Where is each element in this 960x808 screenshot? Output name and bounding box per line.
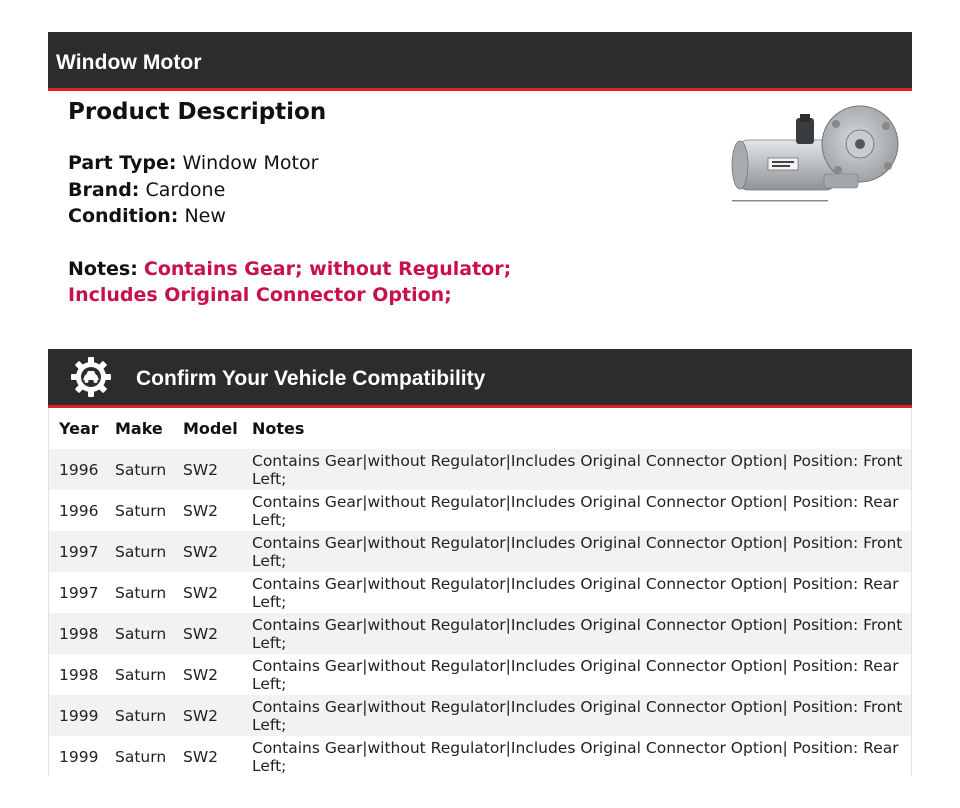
condition-label: Condition: [68, 205, 179, 227]
table-row [49, 490, 911, 531]
cell-make: Saturn [115, 665, 167, 684]
table-header-row [49, 408, 911, 449]
part-type-value: Window Motor [182, 152, 319, 174]
cell-year: 1999 [59, 747, 99, 766]
notes-line-2: Includes Original Connector Option; [68, 284, 452, 306]
table-row [49, 531, 911, 572]
cell-year: 1997 [59, 583, 99, 602]
table-row [49, 654, 911, 695]
column-header-notes: Notes [252, 419, 305, 438]
cell-year: 1998 [59, 665, 99, 684]
cell-year: 1996 [59, 460, 99, 479]
spec-condition [68, 203, 688, 230]
notes [68, 256, 688, 309]
compatibility-title: Confirm Your Vehicle Compatibility [136, 367, 486, 390]
compatibility-header-bar [48, 349, 912, 408]
column-header-year: Year [59, 419, 99, 438]
spec-part-type [68, 150, 688, 177]
cell-model: SW2 [183, 624, 219, 643]
table-row [49, 736, 911, 777]
section-header-bar [48, 32, 912, 91]
cell-model: SW2 [183, 747, 219, 766]
table-row [49, 613, 911, 654]
cell-notes: Contains Gear|without Regulator|Includes Original Connector Option| Position: Front Left; [252, 697, 903, 734]
cell-year: 1999 [59, 706, 99, 725]
table-row [49, 449, 911, 490]
cell-model: SW2 [183, 665, 219, 684]
spec-brand [68, 177, 688, 204]
cell-make: Saturn [115, 501, 167, 520]
cell-model: SW2 [183, 583, 219, 602]
cell-make: Saturn [115, 706, 167, 725]
cell-notes: Contains Gear|without Regulator|Includes Original Connector Option| Position: Front Left; [252, 451, 903, 488]
cell-make: Saturn [115, 460, 167, 479]
part-type-label: Part Type: [68, 152, 177, 174]
table-row [49, 572, 911, 613]
compatibility-table-wrapper [48, 408, 912, 776]
cell-make: Saturn [115, 542, 167, 561]
cell-model: SW2 [183, 460, 219, 479]
cell-make: Saturn [115, 583, 167, 602]
cell-model: SW2 [183, 706, 219, 725]
cell-year: 1996 [59, 501, 99, 520]
cell-notes: Contains Gear|without Regulator|Includes Original Connector Option| Position: Front Left; [252, 615, 903, 652]
description-heading: Product Description [68, 99, 327, 125]
cell-notes: Contains Gear|without Regulator|Includes Original Connector Option| Position: Rear Left; [252, 738, 899, 775]
column-header-make: Make [115, 419, 163, 438]
gear-car-icon [70, 356, 112, 398]
spec-list [68, 150, 688, 230]
notes-label: Notes: [68, 257, 138, 280]
cell-notes: Contains Gear|without Regulator|Includes Original Connector Option| Position: Front Left; [252, 533, 903, 570]
notes-line-1: Contains Gear; without Regulator; [143, 257, 512, 280]
cell-make: Saturn [115, 624, 167, 643]
product-description [68, 96, 688, 309]
brand-value: Cardone [145, 178, 226, 201]
cell-notes: Contains Gear|without Regulator|Includes Original Connector Option| Position: Rear Left; [252, 656, 899, 693]
cell-model: SW2 [183, 542, 219, 561]
section-title: Window Motor [56, 51, 202, 74]
cell-year: 1997 [59, 542, 99, 561]
cell-notes: Contains Gear|without Regulator|Includes Original Connector Option| Position: Rear Left; [252, 492, 899, 529]
cell-model: SW2 [183, 501, 219, 520]
product-image [728, 104, 908, 208]
cell-make: Saturn [115, 747, 167, 766]
compatibility-table [49, 408, 911, 777]
table-row [49, 695, 911, 736]
condition-value: New [184, 205, 226, 227]
cell-year: 1998 [59, 624, 99, 643]
brand-label: Brand: [68, 178, 140, 201]
cell-notes: Contains Gear|without Regulator|Includes Original Connector Option| Position: Rear Left; [252, 574, 899, 611]
column-header-model: Model [183, 419, 238, 438]
